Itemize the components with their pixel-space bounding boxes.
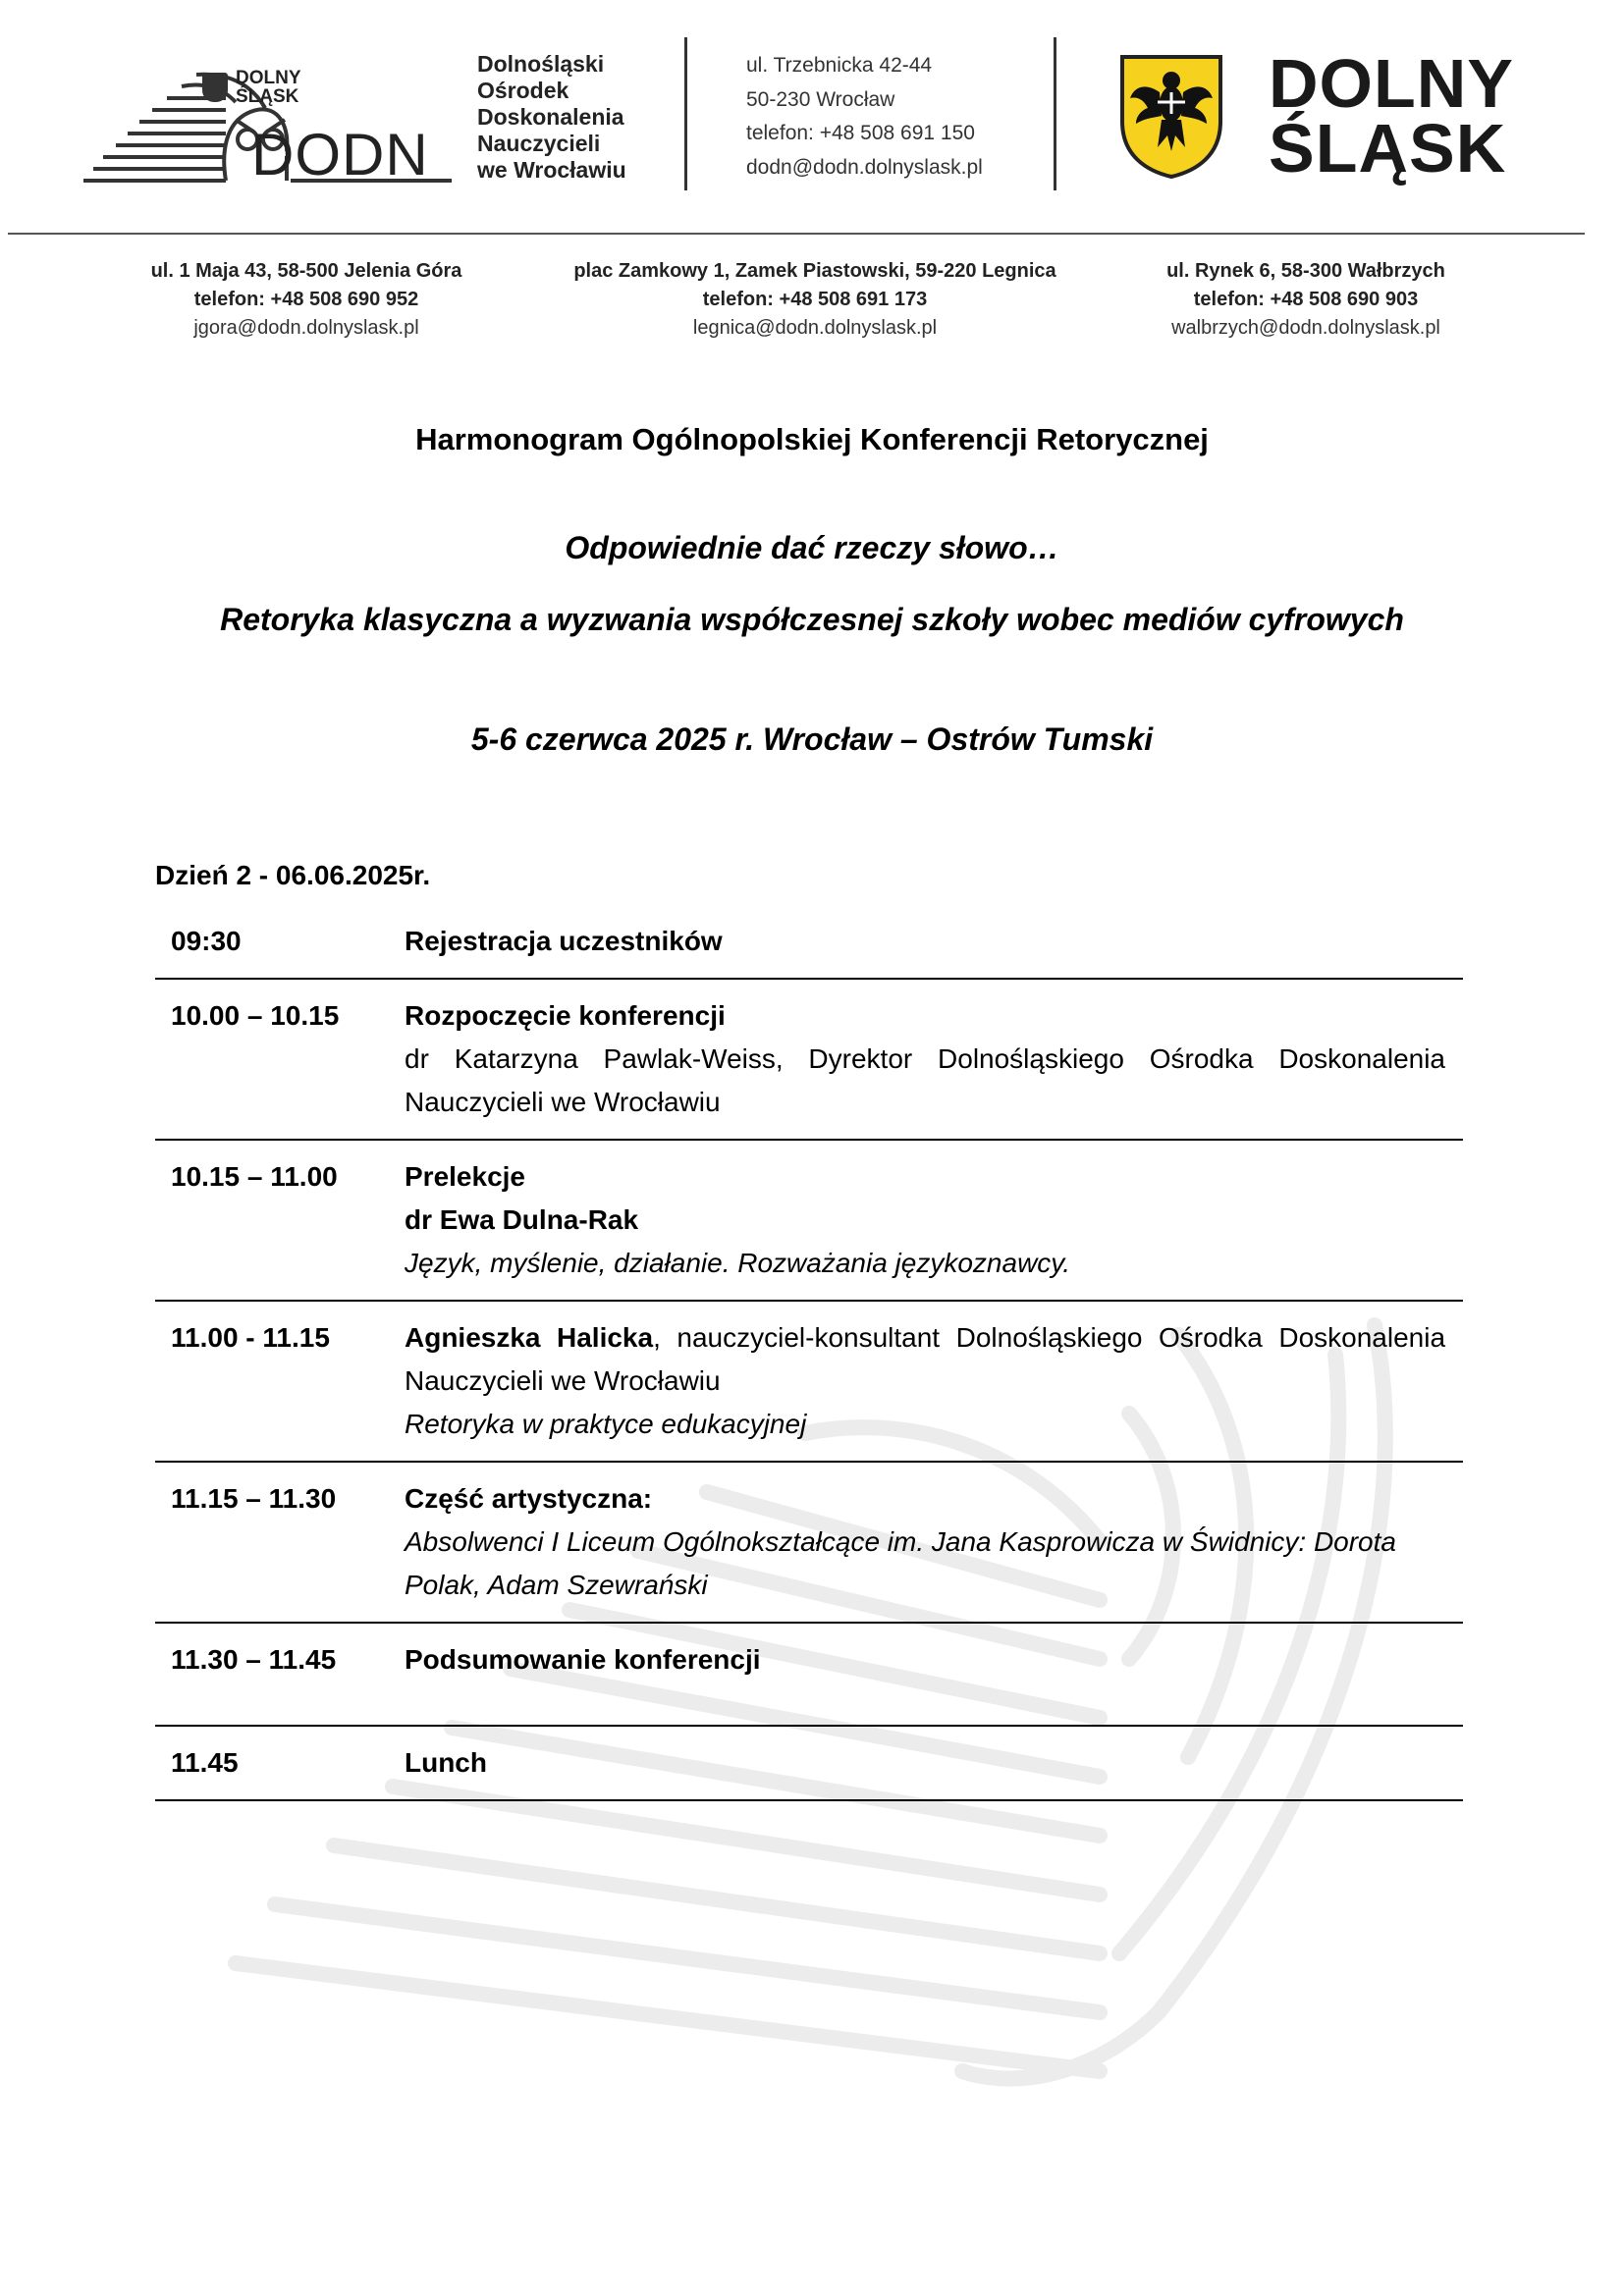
schedule-content <box>405 994 1463 1124</box>
schedule-speaker: Agnieszka Halicka <box>405 1322 654 1353</box>
header-divider <box>684 37 687 190</box>
main-address <box>746 49 983 185</box>
branch-walbrzych <box>1129 257 1483 343</box>
branch-address: ul. 1 Maja 43, 58-500 Jelenia Góra <box>150 260 462 282</box>
schedule-content <box>405 1155 1463 1285</box>
institution-name-line: Nauczycieli <box>477 131 601 156</box>
schedule-time: 11.30 – 11.45 <box>171 1644 337 1675</box>
schedule-row <box>155 1624 1463 1727</box>
schedule-time: 11.15 – 11.30 <box>171 1483 337 1514</box>
address-city: 50-230 Wrocław <box>746 87 895 111</box>
branch-email: jgora@dodn.dolnyslask.pl <box>193 317 419 339</box>
header-divider <box>1054 37 1056 190</box>
institution-name-line: Ośrodek <box>477 78 569 103</box>
branch-email: legnica@dodn.dolnyslask.pl <box>692 317 938 339</box>
schedule-detail: , nauczyciel-konsultant Dolnośląskiego Ośrodka Doskonalenia Nauczycieli we Wrocławiu <box>405 1322 1446 1396</box>
schedule-content <box>405 1638 1463 1682</box>
schedule-time: 09:30 <box>171 926 242 956</box>
address-phone: telefon: +48 508 691 150 <box>746 122 975 144</box>
schedule-talk: Absolwenci I Liceum Ogólnokształcące im. Jana Kasprowicza w Świdnicy: Dorota Polak, Adam Szewrański <box>405 1526 1396 1600</box>
schedule-row <box>155 1141 1463 1302</box>
schedule-content <box>405 1316 1463 1446</box>
schedule-title: Rejestracja uczestników <box>405 926 723 956</box>
region-wordmark-line: ŚLĄSK <box>1269 110 1507 187</box>
schedule-title: Prelekcje <box>405 1161 525 1192</box>
schedule-time: 10.00 – 10.15 <box>171 1000 340 1031</box>
schedule-talk: Retoryka w praktyce edukacyjnej <box>405 1409 807 1439</box>
day-label: Dzień 2 - 06.06.2025r. <box>155 860 431 890</box>
schedule-content <box>405 1741 1463 1785</box>
schedule-time: 10.15 – 11.00 <box>171 1161 338 1192</box>
branch-legnica <box>530 257 1100 343</box>
branch-jelenia-gora <box>110 257 503 343</box>
schedule-row <box>155 1463 1463 1624</box>
dolny-slask-small-crest <box>202 73 228 102</box>
branch-address: ul. Rynek 6, 58-300 Wałbrzych <box>1166 260 1445 282</box>
document-title: Harmonogram Ogólnopolskiej Konferencji Retorycznej <box>415 422 1209 456</box>
dodn-logo-text: DODN <box>251 122 429 187</box>
schedule-detail: dr Katarzyna Pawlak-Weiss, Dyrektor Dolnośląskiego Ośrodka Doskonalenia Nauczycieli we Wrocławiu <box>405 1043 1445 1117</box>
schedule-detail-line <box>405 1316 1445 1403</box>
document-subtitle-2: Retoryka klasyczna a wyzwania współczesnej szkoły wobec mediów cyfrowych <box>220 602 1404 637</box>
schedule-row <box>155 918 1463 980</box>
branch-email: walbrzych@dodn.dolnyslask.pl <box>1171 317 1440 339</box>
institution-name-line: Dolnośląski <box>477 51 605 77</box>
branch-phone: telefon: +48 508 690 903 <box>1193 289 1419 310</box>
address-email: dodn@dodn.dolnyslask.pl <box>746 155 983 179</box>
institution-name-line: Doskonalenia <box>477 104 624 130</box>
schedule-title: Rozpoczęcie konferencji <box>405 1000 726 1031</box>
schedule-content <box>405 1477 1463 1607</box>
schedule-speaker: dr Ewa Dulna-Rak <box>405 1204 639 1235</box>
schedule-title: Lunch <box>405 1747 487 1778</box>
schedule-title: Część artystyczna: <box>405 1483 653 1514</box>
schedule-time: 11.45 <box>171 1747 239 1778</box>
header-rule <box>8 233 1585 235</box>
dodn-logo <box>79 43 452 190</box>
institution-name-line: we Wrocławiu <box>477 157 626 183</box>
institution-name <box>477 51 626 184</box>
schedule-content <box>405 920 1463 963</box>
schedule-row <box>155 1302 1463 1463</box>
date-and-place: 5-6 czerwca 2025 r. Wrocław – Ostrów Tumski <box>470 721 1154 757</box>
schedule-row <box>155 980 1463 1141</box>
address-street: ul. Trzebnicka 42-44 <box>746 54 933 77</box>
branch-address: plac Zamkowy 1, Zamek Piastowski, 59-220 Legnica <box>573 260 1056 282</box>
document-subtitle: Odpowiednie dać rzeczy słowo… <box>565 530 1059 565</box>
schedule-table <box>155 918 1463 1801</box>
schedule-talk: Język, myślenie, działanie. Rozważania językoznawcy. <box>405 1248 1070 1278</box>
schedule-title: Podsumowanie konferencji <box>405 1644 761 1675</box>
coat-of-arms-icon <box>1118 53 1224 179</box>
branch-phone: telefon: +48 508 691 173 <box>702 289 928 310</box>
branch-phone: telefon: +48 508 690 952 <box>193 289 419 310</box>
region-wordmark <box>1269 45 1514 187</box>
dolny-slask-small-text: DOLNY ŚLĄSK <box>236 68 301 107</box>
region-wordmark-line: DOLNY <box>1269 45 1514 122</box>
schedule-time: 11.00 - 11.15 <box>171 1322 330 1353</box>
schedule-row <box>155 1727 1463 1801</box>
